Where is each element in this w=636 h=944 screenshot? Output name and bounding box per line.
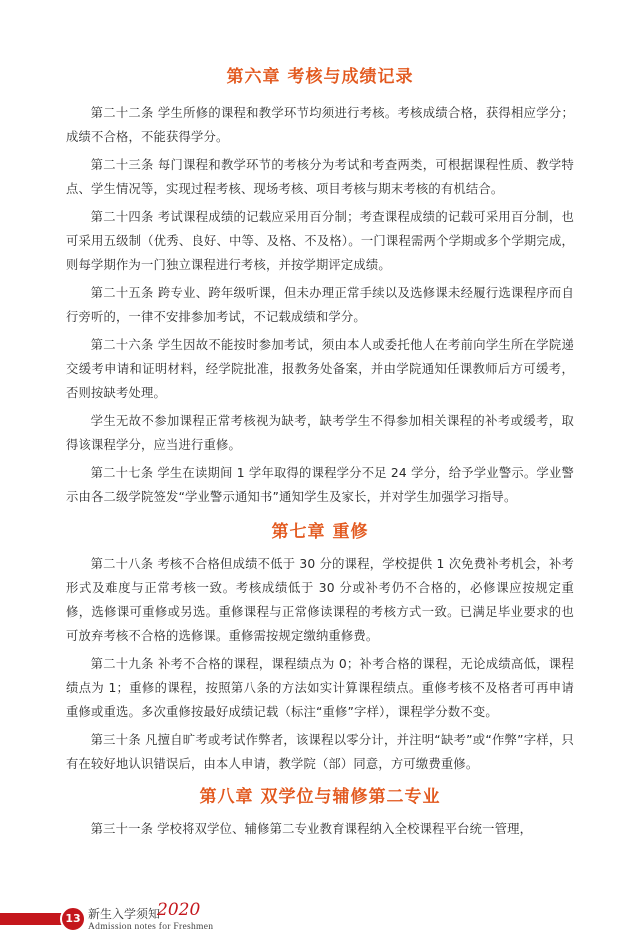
footer-subtitle: Admission notes for Freshmen <box>88 922 214 932</box>
article-25: 第二十五条 跨专业、跨年级听课，但未办理正常手续以及选修课未经履行选课程序而自行旁听的，一律不安排参加考试，不记载成绩和学分。 <box>66 286 574 324</box>
article-27: 第二十七条 学生在读期间 1 学年取得的课程学分不足 24 学分，给予学业警示。学业警示由各二级学院签发“学业警示通知书”通知学生及家长，并对学生加强学习指导。 <box>66 466 574 504</box>
footer-title: 新生入学须知 <box>88 907 161 921</box>
footer-year: 2020 <box>157 900 201 920</box>
article-23: 第二十三条 每门课程和教学环节的考核分为考试和考查两类，可根据课程性质、教学特点、学生情况等，实现过程考核、现场考核、项目考核与期末考核的有机结合。 <box>66 158 574 196</box>
page-footer <box>0 896 300 944</box>
article-29: 第二十九条 补考不合格的课程，课程绩点为 0；补考合格的课程，无论成绩高低，课程绩点为 1；重修的课程，按照第八条的方法如实计算课程绩点。重修考核不及格者可再申请重修或重选。多次重修按最好成绩记载（标注“重修”字样），课程学分数不变。 <box>66 657 574 719</box>
chapter-7-heading: 第七章 重修 <box>271 522 369 542</box>
article-26: 第二十六条 学生因故不能按时参加考试，须由本人或委托他人在考前向学生所在学院递交缓考申请和证明材料，经学院批准，报教务处备案，并由学院通知任课教师后方可缓考，否则按缺考处理。 <box>66 338 574 400</box>
page-content <box>66 62 574 845</box>
chapter-8-heading: 第八章 双学位与辅修第二专业 <box>199 787 441 807</box>
article-31: 第三十一条 学校将双学位、辅修第二专业教育课程纳入全校课程平台统一管理， <box>90 822 533 836</box>
article-24: 第二十四条 考试课程成绩的记载应采用百分制；考查课程成绩的记载可采用百分制，也可采用五级制（优秀、良好、中等、及格、不及格）。一门课程需两个学期或多个学期完成，则每学期作为一门独立课程进行考核，并按学期评定成绩。 <box>66 210 574 272</box>
article-28: 第二十八条 考核不合格但成绩不低于 30 分的课程，学校提供 1 次免费补考机会，补考形式及难度与正常考核一致。考核成绩低于 30 分或补考仍不合格的，必修课应按规定重修，选修课可重修或另选。重修课程与正常修读课程的考核方式一致。已满足毕业要求的也可放弃考核不合格的选修课。重修需按规定缴纳重修费。 <box>66 557 574 643</box>
article-22: 第二十二条 学生所修的课程和教学环节均须进行考核。考核成绩合格，获得相应学分；成绩不合格，不能获得学分。 <box>66 106 574 144</box>
article-30: 第三十条 凡擅自旷考或考试作弊者，该课程以零分计，并注明“缺考”或“作弊”字样，只有在较好地认识错误后，由本人申请，教学院（部）同意，方可缴费重修。 <box>66 733 574 771</box>
page-number-badge: 13 <box>60 906 86 932</box>
chapter-6-heading: 第六章 考核与成绩记录 <box>226 67 414 87</box>
article-26-absence-note: 学生无故不参加课程正常考核视为缺考，缺考学生不得参加相关课程的补考或缓考，取得该课程学分，应当进行重修。 <box>66 414 574 452</box>
